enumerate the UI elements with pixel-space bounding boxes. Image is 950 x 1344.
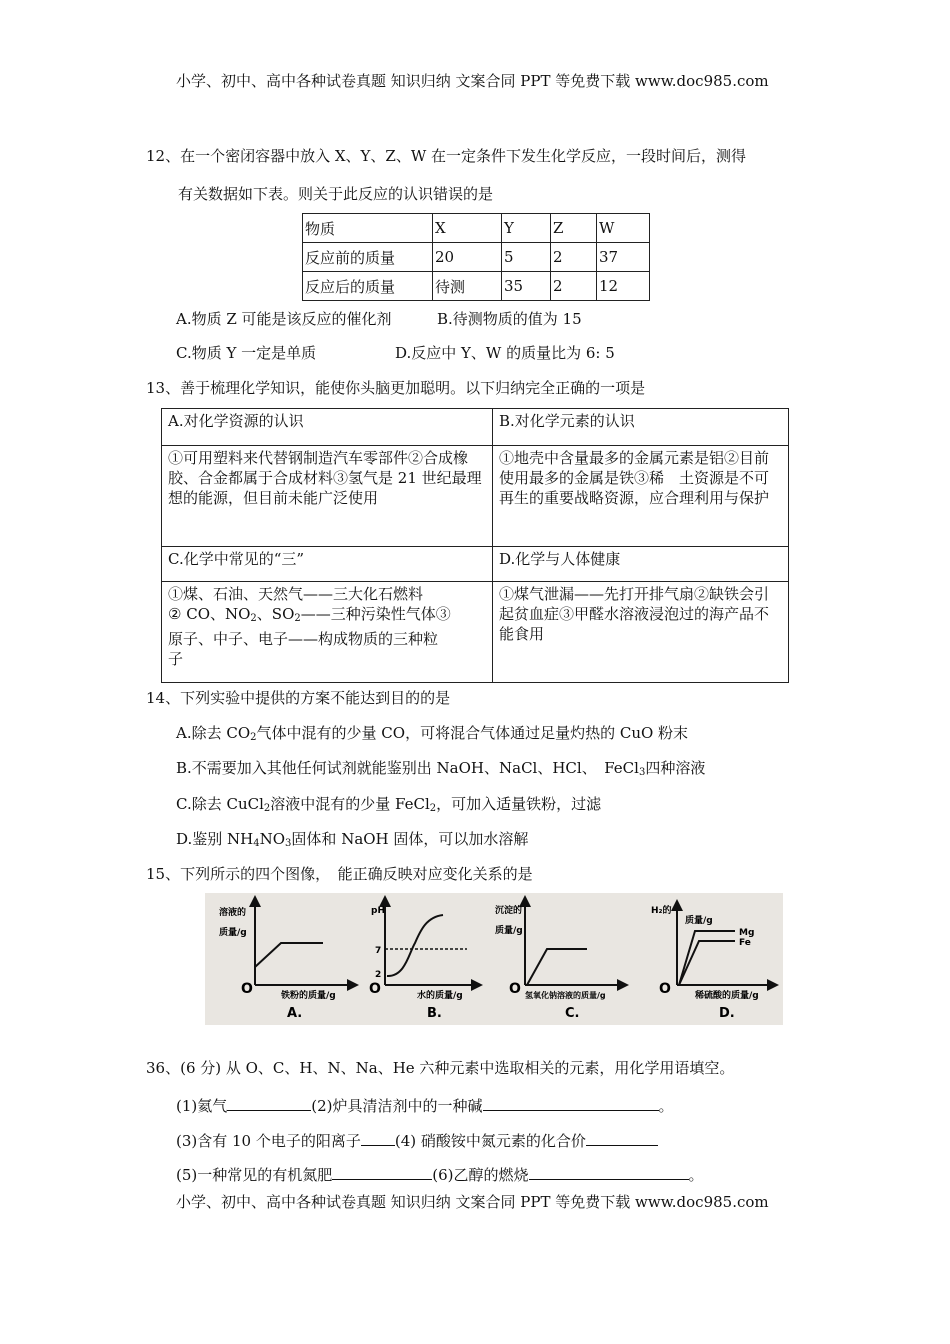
q13-a-title: A.对化学资源的认识 [162, 409, 493, 446]
answer-blank[interactable] [586, 1129, 658, 1146]
graph-c-curve [527, 949, 587, 985]
q15-stem: 15、下列所示的四个图像， 能正确反映对应变化关系的是 [146, 865, 533, 883]
graph-c-ylabel2: 质量/g [495, 926, 523, 936]
q15-graphs-figure [205, 893, 783, 1025]
table-cell: W [597, 214, 650, 243]
table-cell: 2 [551, 243, 597, 272]
page-header: 小学、初中、高中各种试卷真题 知识归纳 文案合同 PPT 等免费下载 www.doc985.com [176, 72, 769, 90]
table-row [303, 243, 650, 272]
table-cell: 20 [433, 243, 502, 272]
q36-line2 [176, 1129, 658, 1151]
q36-line1: (1)氦气 (2)炉具清洁剂中的一种碱 。 [176, 1094, 674, 1116]
q12-stem-line2: 有关数据如下表。则关于此反应的认识错误的是 [178, 185, 494, 203]
q36-item2: (2)炉具清洁剂中的一种碱 [311, 1097, 483, 1115]
table-cell: X [433, 214, 502, 243]
graph-c-origin: O [509, 981, 521, 997]
q13-c-title: C.化学中常见的“三” [162, 547, 493, 582]
table-cell: 物质 [303, 214, 433, 243]
graph-b-curve [387, 915, 443, 976]
table-row [303, 214, 650, 243]
q14-option-c: C.除去 CuCl$_2$溶液中混有的少量 FeCl$_2$，可加入适量铁粉，过滤 [176, 795, 602, 814]
answer-blank[interactable] [332, 1163, 432, 1180]
graph-b [369, 901, 477, 1021]
q36-item4: (4) 硝酸铵中氮元素的化合价 [394, 1132, 586, 1150]
table-cell: 35 [502, 272, 551, 301]
graph-a-letter: A. [287, 1006, 303, 1021]
q12-data-table [302, 213, 650, 301]
graph-d-curve-fe [679, 941, 735, 985]
q13-c-line3: 原子、中子、电子——构成物质的三种粒 [168, 630, 439, 648]
graph-d-series-fe: Fe [739, 938, 751, 948]
graph-a-xlabel: 铁粉的质量/g [281, 991, 336, 1001]
q13-b-title: B.对化学元素的认识 [493, 409, 789, 446]
q14-option-a: A.除去 $CO_2$气体中混有的少量 CO，可将混合气体通过足量灼热的 CuO 粉末 [176, 724, 689, 743]
q13-options-table [161, 408, 789, 683]
q13-d-title: D.化学与人体健康 [493, 547, 789, 582]
graph-d-xlabel: 稀硫酸的质量/g [695, 991, 759, 1001]
graph-d-origin: O [659, 981, 671, 997]
graph-a-ylabel2: 质量/g [219, 928, 247, 938]
q12-option-d: D.反应中 Y、W 的质量比为 6: 5 [395, 344, 615, 362]
graph-b-xlabel: 水的质量/g [417, 991, 463, 1001]
table-cell: Y [502, 214, 551, 243]
q13-d-body: ①煤气泄漏——先打开排气扇②缺铁会引起贫血症③甲醛水溶液浸泡过的海产品不能食用 [493, 582, 789, 683]
answer-blank[interactable] [529, 1163, 689, 1180]
graph-c-ylabel1: 沉淀的 [495, 906, 523, 916]
table-cell: 2 [551, 272, 597, 301]
q12-option-b: B.待测物质的值为 15 [437, 310, 582, 328]
answer-blank[interactable] [483, 1094, 659, 1111]
graph-c-letter: C. [565, 1006, 580, 1021]
table-cell: 37 [597, 243, 650, 272]
graph-d-curve-mg [679, 931, 735, 985]
graph-a-ylabel1: 溶液的 [219, 908, 247, 918]
q13-c-line1: ①煤、石油、天然气——三大化石燃料 [168, 585, 424, 603]
graph-d-letter: D. [719, 1006, 735, 1021]
graph-b-letter: B. [427, 1006, 442, 1021]
table-row [162, 547, 789, 582]
answer-blank[interactable] [227, 1094, 311, 1111]
q15-graphs-svg [205, 893, 783, 1025]
graph-b-ylabel: pH [371, 906, 385, 916]
table-row [303, 272, 650, 301]
q14-stem: 14、下列实验中提供的方案不能达到目的的是 [146, 689, 451, 707]
q14-option-d: D.鉴别 $NH_4NO_3$固体和 NaOH 固体，可以加水溶解 [176, 830, 529, 849]
q36-item6: (6)乙醇的燃烧 [432, 1166, 529, 1184]
table-row [162, 582, 789, 683]
q36-stem: 36、(6 分) 从 O、C、H、N、Na、He 六种元素中选取相关的元素，用化学用语填空。 [146, 1059, 735, 1077]
q13-a-body: ①可用塑料来代替钢制造汽车零部件②合成橡胶、合金都属于合成材料③氢气是 21 世纪最理想的能源，但目前未能广泛使用 [162, 446, 493, 547]
q36-item1: (1)氦气 [176, 1097, 228, 1115]
table-cell: 12 [597, 272, 650, 301]
graph-d-series-mg: Mg [739, 928, 755, 938]
graph-d-ylabel1: H₂的 [651, 906, 672, 916]
graph-a-curve [255, 943, 323, 967]
table-row [162, 446, 789, 547]
q12-stem-line1: 12、在一个密闭容器中放入 X、Y、Z、W 在一定条件下发生化学反应，一段时间后，测得 [146, 147, 747, 165]
graph-d [651, 904, 773, 1021]
q13-b-body: ①地壳中含量最多的金属元素是铝②目前使用最多的金属是铁③稀 土资源是不可再生的重要战略资源，应合理利用与保护 [493, 446, 789, 547]
page-footer: 小学、初中、高中各种试卷真题 知识归纳 文案合同 PPT 等免费下载 www.doc985.com [176, 1193, 769, 1211]
graph-b-tick7: 7 [375, 946, 382, 956]
answer-blank[interactable] [361, 1129, 395, 1146]
graph-c-xlabel: 氢氧化钠溶液的质量/g [525, 991, 606, 1000]
table-cell: 待测 [433, 272, 502, 301]
table-cell: 反应前的质量 [303, 243, 433, 272]
q14-option-b: B.不需要加入其他任何试剂就能鉴别出 NaOH、NaCl、HCl、 FeCl$_3$四种溶液 [176, 759, 706, 778]
table-cell: Z [551, 214, 597, 243]
q12-option-a: A.物质 Z 可能是该反应的催化剂 [176, 310, 392, 328]
graph-d-ylabel2: 质量/g [685, 916, 713, 926]
graph-a [219, 901, 353, 1021]
graph-c [495, 901, 623, 1021]
table-cell: 5 [502, 243, 551, 272]
graph-a-origin: O [241, 981, 253, 997]
q12-option-c: C.物质 Y 一定是单质 [176, 344, 317, 362]
q13-c-line4: 子 [168, 650, 184, 668]
table-row [162, 409, 789, 446]
q13-stem: 13、善于梳理化学知识，能使你头脑更加聪明。以下归纳完全正确的一项是 [146, 379, 646, 397]
q13-c-body [162, 582, 493, 683]
graph-b-origin: O [369, 981, 381, 997]
table-cell: 反应后的质量 [303, 272, 433, 301]
q36-line3: (5)一种常见的有机氮肥 (6)乙醇的燃烧 。 [176, 1163, 704, 1185]
graph-b-tick2: 2 [375, 970, 382, 980]
q36-item5: (5)一种常见的有机氮肥 [176, 1166, 333, 1184]
q13-c-line2: ② CO、$NO_2$、$SO_2——$三种污染性气体③ [168, 605, 451, 624]
q36-item3: (3)含有 10 个电子的阳离子 [176, 1132, 361, 1150]
